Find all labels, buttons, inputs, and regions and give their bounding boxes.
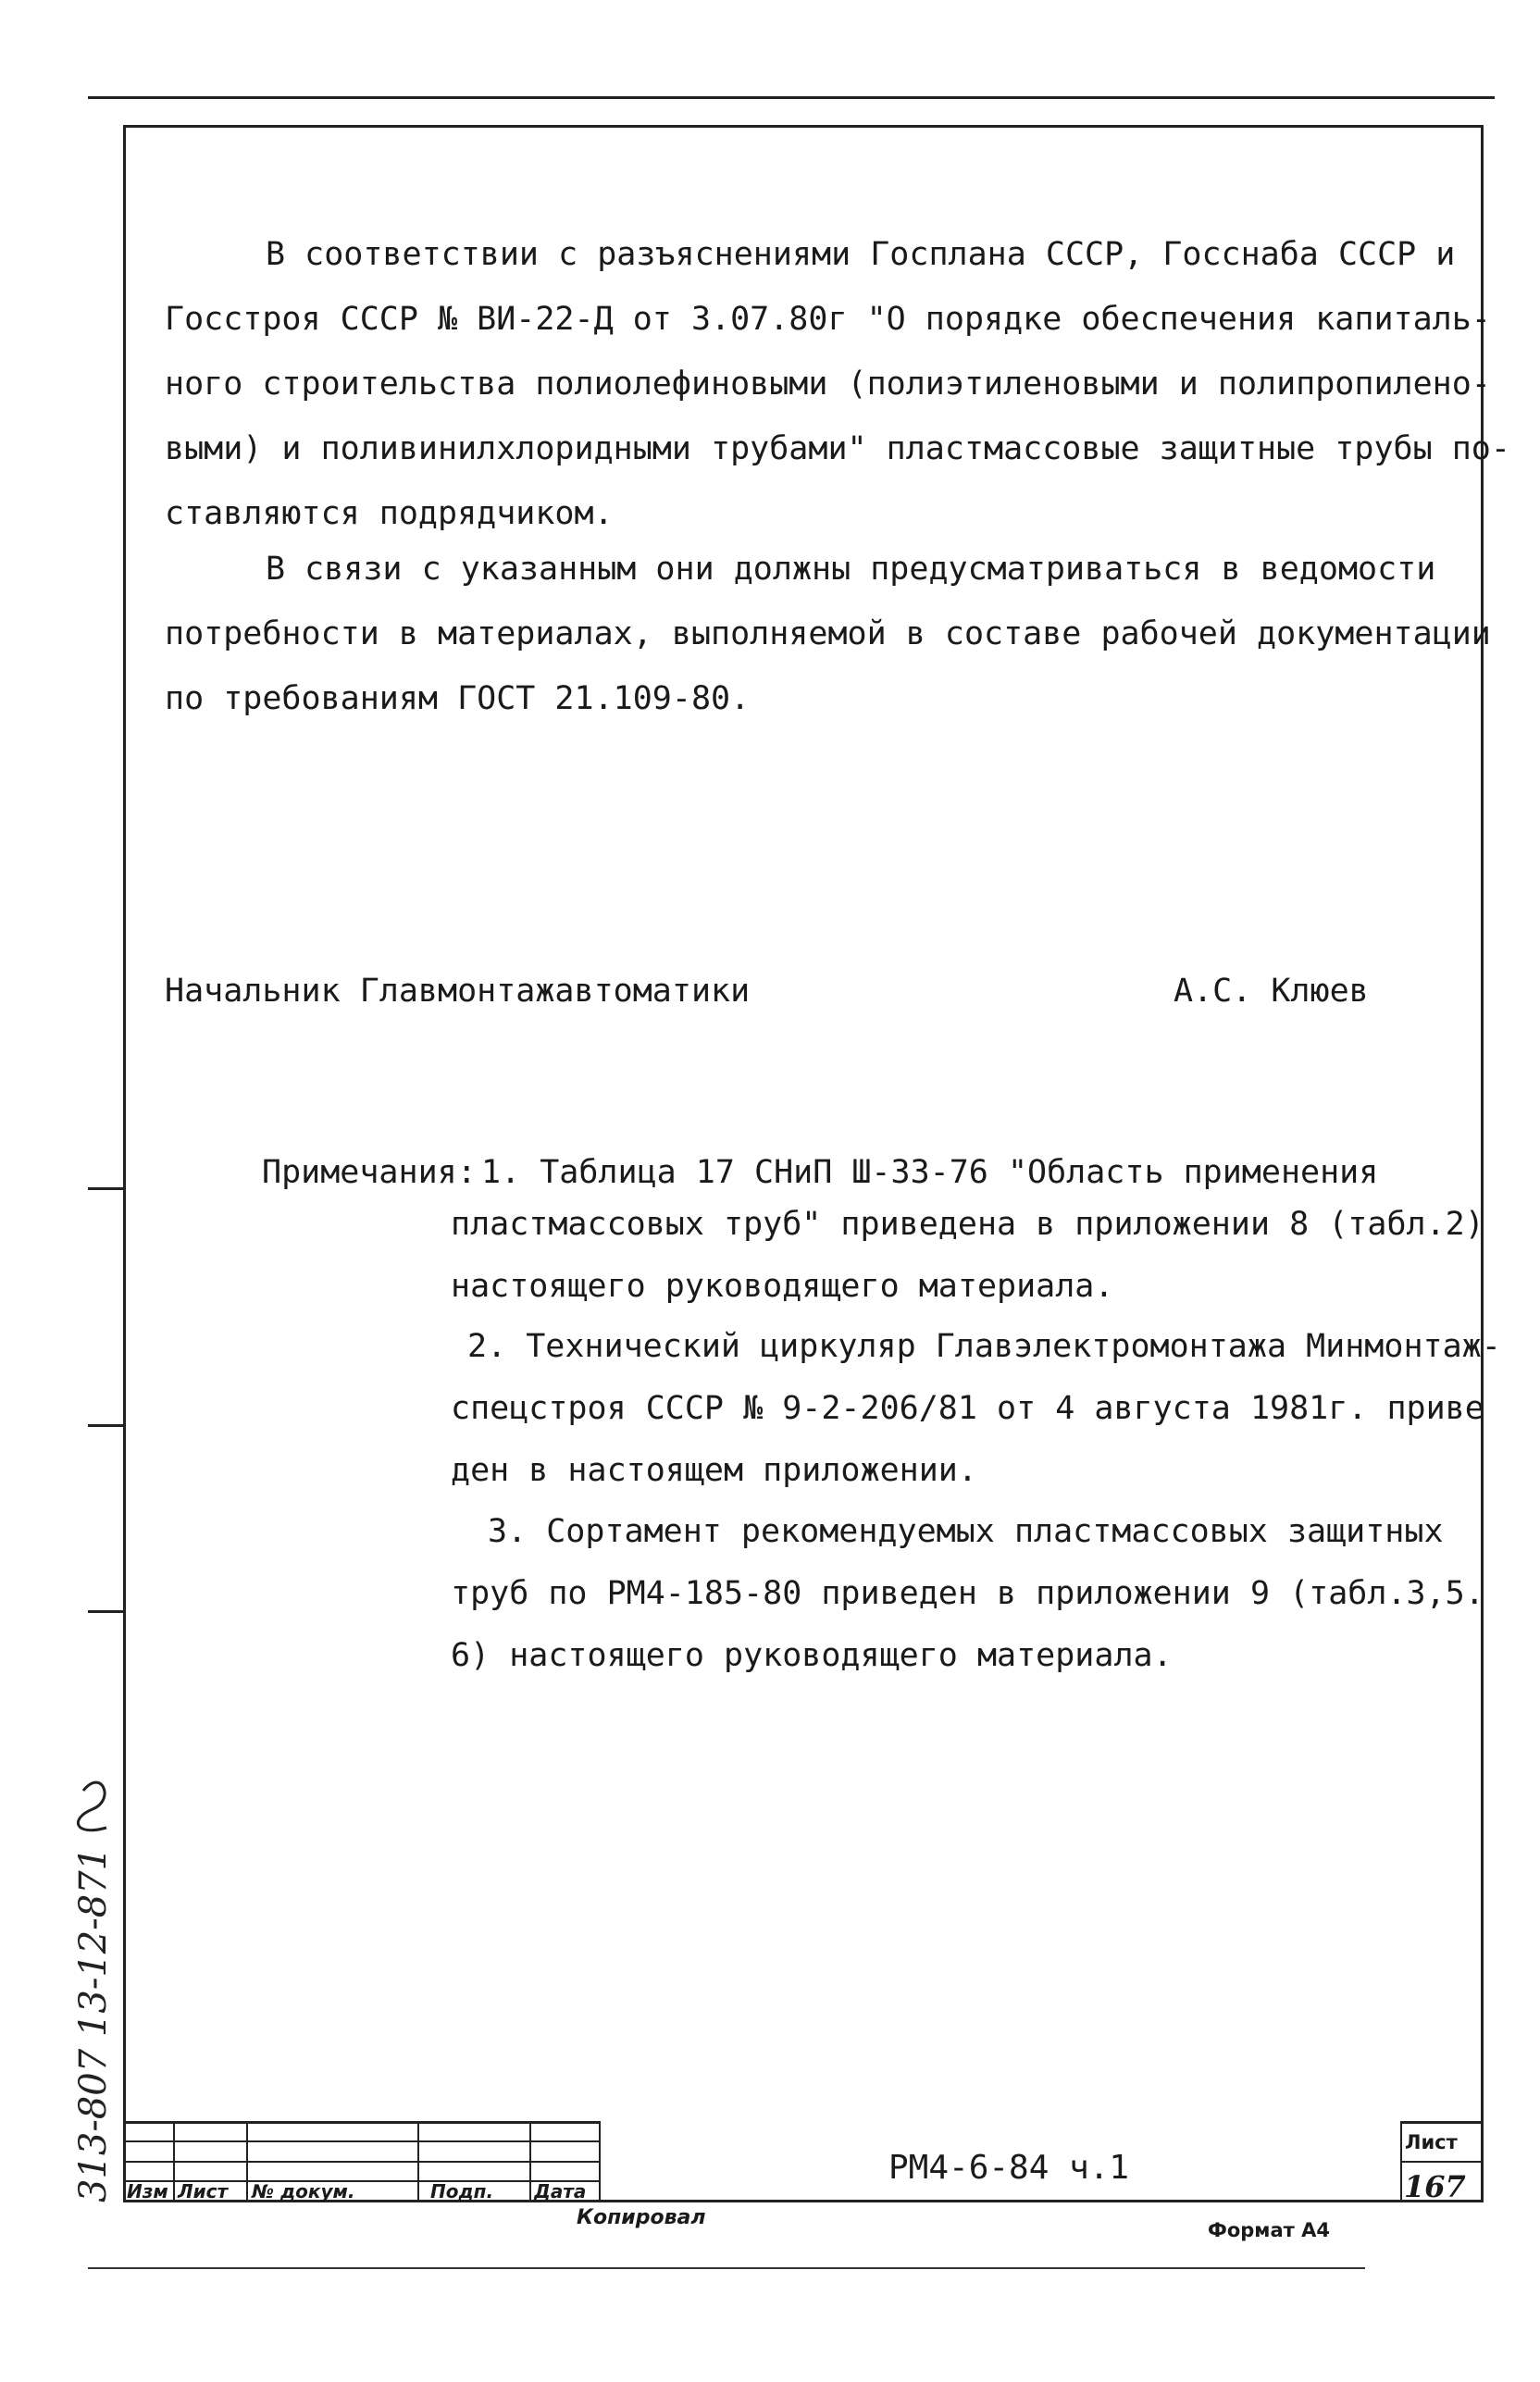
margin-tick	[88, 1610, 125, 1613]
paragraph-line: по требованиям ГОСТ 21.109-80.	[165, 680, 751, 717]
paragraph-line: выми) и поливинилхлоридными трубами" пластмассовые защитные трубы по-	[165, 430, 1510, 467]
column-label-signature: Подп.	[430, 2180, 494, 2202]
note-line: спецстроя СССР № 9-2-206/81 от 4 августа 1981г. приве	[451, 1390, 1484, 1427]
sheet-number: 167	[1404, 2169, 1466, 2204]
signature-name: А.С. Клюев	[1174, 973, 1369, 1010]
paragraph-line: В связи с указанным они должны предусматриваться в ведомости	[266, 551, 1436, 588]
title-block-divider	[599, 2121, 601, 2202]
column-label-sheet: Лист	[178, 2180, 229, 2202]
copied-label: Копировал	[577, 2206, 706, 2229]
title-block-divider	[417, 2121, 419, 2202]
margin-tick	[88, 1187, 125, 1190]
title-block-divider	[173, 2121, 175, 2202]
title-block-rule	[1400, 2121, 1484, 2124]
paragraph-line: ного строительства полиолефиновыми (полиэтиленовыми и полипропилено-	[165, 366, 1491, 403]
note-line: пластмассовых труб" приведена в приложении 8 (табл.2)	[451, 1206, 1484, 1243]
note-line: труб по РМ4-185-80 приведен в приложении 9 (табл.3,5.	[451, 1575, 1484, 1612]
note-line: 1. Таблица 17 СНиП Ш-33-76 "Область применения	[481, 1154, 1379, 1191]
title-block-rule	[1400, 2161, 1484, 2163]
paragraph-line: ставляются подрядчиком.	[165, 495, 614, 532]
paragraph-line: потребности в материалах, выполняемой в составе рабочей документации	[165, 615, 1491, 652]
note-line: 3. Сортамент рекомендуемых пластмассовых защитных	[488, 1513, 1444, 1550]
signature-position: Начальник Главмонтажавтоматики	[165, 973, 751, 1010]
paragraph-line: В соответствии с разъяснениями Госплана СССР, Госснаба СССР и	[266, 236, 1456, 273]
format-label: Формат А4	[1208, 2219, 1330, 2241]
note-line: настоящего руководящего материала.	[451, 1268, 1114, 1305]
document-code: РМ4-6-84 ч.1	[888, 2149, 1130, 2187]
column-label-doc-number: № докум.	[252, 2180, 355, 2202]
title-block-divider	[529, 2121, 531, 2202]
column-label-date: Дата	[534, 2180, 587, 2202]
side-stamp-text: 313-807 13-12-871	[72, 1846, 115, 2202]
paragraph-line: Госстроя СССР № ВИ-22-Д от 3.07.80г "О порядке обеспечения капиталь-	[165, 301, 1491, 338]
column-label-change: Изм	[127, 2180, 168, 2202]
handwritten-side-stamp	[65, 1763, 122, 2207]
note-line: ден в настоящем приложении.	[451, 1452, 977, 1489]
margin-tick	[88, 1424, 125, 1427]
sheet-label: Лист	[1405, 2131, 1458, 2153]
bottom-rule	[88, 2267, 1365, 2269]
note-line: 6) настоящего руководящего материала.	[451, 1637, 1173, 1674]
title-block-divider	[246, 2121, 248, 2202]
note-line: 2. Технический циркуляр Главэлектромонтажа Минмонтаж-	[467, 1328, 1501, 1365]
top-rule	[88, 96, 1495, 99]
notes-label: Примечания:	[262, 1154, 477, 1191]
